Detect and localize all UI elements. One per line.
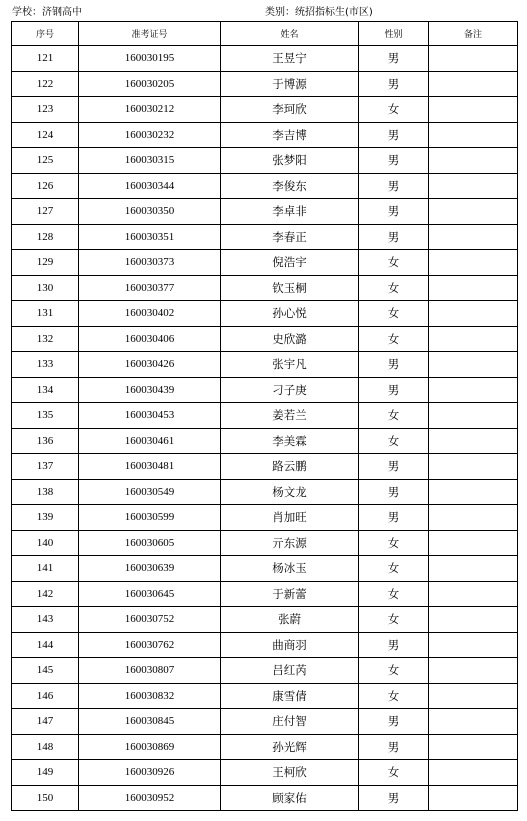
exam-id-cell: 160030195 [79,46,221,72]
row-index-cell: 128 [12,224,79,250]
row-index-cell: 121 [12,46,79,72]
remarks-cell [429,224,518,250]
remarks-cell [429,403,518,429]
column-header-gender: 性别 [359,22,429,46]
gender-cell: 男 [359,148,429,174]
exam-id-cell: 160030350 [79,199,221,225]
gender-cell: 男 [359,71,429,97]
remarks-cell [429,352,518,378]
name-cell: 李卓非 [221,199,359,225]
exam-id-cell: 160030832 [79,683,221,709]
row-index-cell: 123 [12,97,79,123]
gender-cell: 女 [359,530,429,556]
row-index-cell: 150 [12,785,79,811]
remarks-cell [429,301,518,327]
remarks-cell [429,505,518,531]
gender-cell: 男 [359,199,429,225]
exam-id-cell: 160030205 [79,71,221,97]
name-cell: 顾家佑 [221,785,359,811]
name-cell: 李吉博 [221,122,359,148]
remarks-cell [429,377,518,403]
gender-cell: 男 [359,734,429,760]
name-cell: 于博源 [221,71,359,97]
row-index-cell: 129 [12,250,79,276]
document-header [0,6,527,20]
table-row [12,607,518,633]
gender-cell: 男 [359,352,429,378]
table-row [12,97,518,123]
row-index-cell: 145 [12,658,79,684]
remarks-cell [429,632,518,658]
remarks-cell [429,122,518,148]
table-header-row [12,22,518,46]
table-row [12,301,518,327]
exam-id-cell: 160030232 [79,122,221,148]
column-header-remarks: 备注 [429,22,518,46]
name-cell: 路云鹏 [221,454,359,480]
table-row [12,122,518,148]
column-header-exam-id: 准考证号 [79,22,221,46]
gender-cell: 女 [359,250,429,276]
name-cell: 史欣潞 [221,326,359,352]
row-index-cell: 139 [12,505,79,531]
gender-cell: 女 [359,760,429,786]
remarks-cell [429,97,518,123]
name-cell: 姜若兰 [221,403,359,429]
exam-id-cell: 160030762 [79,632,221,658]
table-row [12,581,518,607]
table-row [12,454,518,480]
name-cell: 亓东源 [221,530,359,556]
exam-id-cell: 160030426 [79,352,221,378]
remarks-cell [429,148,518,174]
name-cell: 倪浩宇 [221,250,359,276]
school-label: 学校：济钢高中 [12,7,82,18]
gender-cell: 男 [359,709,429,735]
gender-cell: 女 [359,275,429,301]
table-row [12,530,518,556]
exam-id-cell: 160030869 [79,734,221,760]
name-cell: 刁子庚 [221,377,359,403]
exam-id-cell: 160030402 [79,301,221,327]
exam-id-cell: 160030807 [79,658,221,684]
table-row [12,709,518,735]
name-cell: 李俊东 [221,173,359,199]
name-cell: 康雪倩 [221,683,359,709]
remarks-cell [429,683,518,709]
table-row [12,632,518,658]
row-index-cell: 122 [12,71,79,97]
table-row [12,556,518,582]
row-index-cell: 142 [12,581,79,607]
remarks-cell [429,250,518,276]
exam-id-cell: 160030952 [79,785,221,811]
gender-cell: 女 [359,556,429,582]
table-row [12,250,518,276]
remarks-cell [429,581,518,607]
table-row [12,275,518,301]
name-cell: 于新蕾 [221,581,359,607]
name-cell: 孙心悦 [221,301,359,327]
row-index-cell: 141 [12,556,79,582]
remarks-cell [429,556,518,582]
remarks-cell [429,275,518,301]
row-index-cell: 146 [12,683,79,709]
exam-id-cell: 160030481 [79,454,221,480]
row-index-cell: 136 [12,428,79,454]
table-row [12,46,518,72]
remarks-cell [429,734,518,760]
student-table [11,21,518,811]
exam-id-cell: 160030845 [79,709,221,735]
row-index-cell: 130 [12,275,79,301]
exam-id-cell: 160030639 [79,556,221,582]
table-row [12,173,518,199]
remarks-cell [429,326,518,352]
gender-cell: 女 [359,658,429,684]
row-index-cell: 140 [12,530,79,556]
remarks-cell [429,71,518,97]
gender-cell: 男 [359,479,429,505]
gender-cell: 女 [359,97,429,123]
row-index-cell: 127 [12,199,79,225]
name-cell: 李春正 [221,224,359,250]
table-row [12,71,518,97]
table-row [12,505,518,531]
name-cell: 吕红芮 [221,658,359,684]
row-index-cell: 132 [12,326,79,352]
exam-id-cell: 160030315 [79,148,221,174]
remarks-cell [429,199,518,225]
table-row [12,683,518,709]
remarks-cell [429,46,518,72]
exam-id-cell: 160030752 [79,607,221,633]
table-row [12,352,518,378]
name-cell: 曲商羽 [221,632,359,658]
column-header-name: 姓名 [221,22,359,46]
name-cell: 孙光辉 [221,734,359,760]
row-index-cell: 148 [12,734,79,760]
exam-id-cell: 160030453 [79,403,221,429]
gender-cell: 男 [359,122,429,148]
row-index-cell: 125 [12,148,79,174]
row-index-cell: 133 [12,352,79,378]
table-row [12,403,518,429]
gender-cell: 女 [359,607,429,633]
table-row [12,760,518,786]
row-index-cell: 143 [12,607,79,633]
gender-cell: 女 [359,581,429,607]
remarks-cell [429,607,518,633]
name-cell: 李美霖 [221,428,359,454]
remarks-cell [429,785,518,811]
exam-id-cell: 160030549 [79,479,221,505]
table-row [12,148,518,174]
gender-cell: 男 [359,454,429,480]
remarks-cell [429,530,518,556]
gender-cell: 女 [359,301,429,327]
category-label: 类别：统招指标生(市区) [265,7,373,18]
table-row [12,428,518,454]
name-cell: 王柯欣 [221,760,359,786]
exam-id-cell: 160030373 [79,250,221,276]
column-header-index: 序号 [12,22,79,46]
name-cell: 张梦阳 [221,148,359,174]
gender-cell: 男 [359,785,429,811]
exam-id-cell: 160030212 [79,97,221,123]
gender-cell: 女 [359,428,429,454]
gender-cell: 男 [359,377,429,403]
row-index-cell: 137 [12,454,79,480]
gender-cell: 女 [359,683,429,709]
remarks-cell [429,428,518,454]
exam-id-cell: 160030461 [79,428,221,454]
row-index-cell: 149 [12,760,79,786]
exam-id-cell: 160030406 [79,326,221,352]
exam-id-cell: 160030439 [79,377,221,403]
row-index-cell: 144 [12,632,79,658]
remarks-cell [429,658,518,684]
name-cell: 李珂欣 [221,97,359,123]
table-row [12,734,518,760]
gender-cell: 女 [359,326,429,352]
table-row [12,199,518,225]
table-row [12,224,518,250]
name-cell: 张宇凡 [221,352,359,378]
remarks-cell [429,760,518,786]
name-cell: 王昱宁 [221,46,359,72]
table-row [12,479,518,505]
gender-cell: 女 [359,403,429,429]
exam-id-cell: 160030377 [79,275,221,301]
exam-id-cell: 160030645 [79,581,221,607]
row-index-cell: 147 [12,709,79,735]
table-row [12,326,518,352]
remarks-cell [429,709,518,735]
remarks-cell [429,479,518,505]
remarks-cell [429,454,518,480]
gender-cell: 男 [359,224,429,250]
row-index-cell: 134 [12,377,79,403]
name-cell: 钦玉桐 [221,275,359,301]
row-index-cell: 126 [12,173,79,199]
gender-cell: 男 [359,173,429,199]
remarks-cell [429,173,518,199]
gender-cell: 男 [359,46,429,72]
name-cell: 杨冰玉 [221,556,359,582]
row-index-cell: 135 [12,403,79,429]
name-cell: 肖加旺 [221,505,359,531]
table-row [12,658,518,684]
row-index-cell: 124 [12,122,79,148]
name-cell: 庄付智 [221,709,359,735]
exam-id-cell: 160030605 [79,530,221,556]
exam-id-cell: 160030344 [79,173,221,199]
name-cell: 张蔚 [221,607,359,633]
gender-cell: 男 [359,632,429,658]
table-body [12,46,518,811]
table-row [12,785,518,811]
exam-id-cell: 160030351 [79,224,221,250]
exam-id-cell: 160030926 [79,760,221,786]
table-row [12,377,518,403]
name-cell: 杨文龙 [221,479,359,505]
exam-id-cell: 160030599 [79,505,221,531]
row-index-cell: 138 [12,479,79,505]
row-index-cell: 131 [12,301,79,327]
gender-cell: 男 [359,505,429,531]
